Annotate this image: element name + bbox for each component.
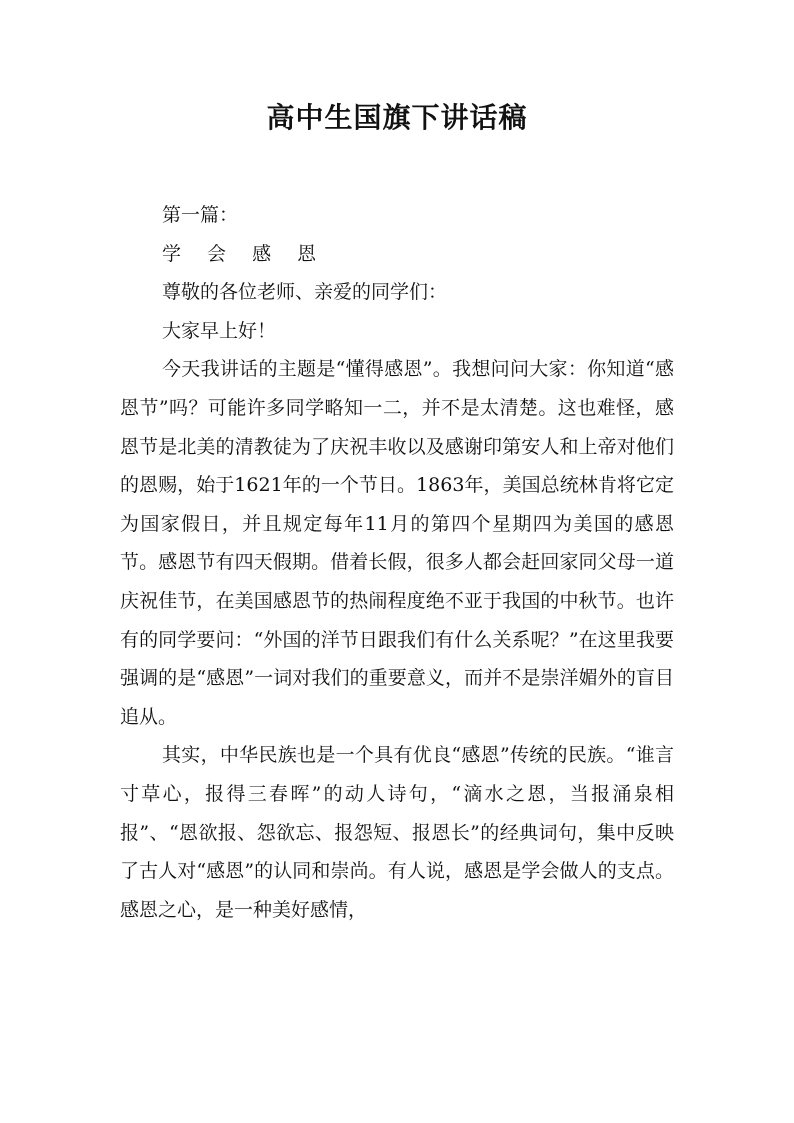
section-label: 第一篇： [162, 204, 239, 226]
speech-title: 学 会 感 恩 [162, 242, 327, 265]
paragraph-2: 其实，中华民族也是一个具有优良“感恩”传统的民族。“谁言寸草心，报得三春晖”的动人诗句，“滴水之恩，当报涌泉相报”、“恩欲报、怨欲忘、报怨短、报恩长”的经典词句，集中反映了古人对“感恩”的认同和崇尚。有人说，感恩是学会做人的支点。感恩之心，是一种美好感情， [120, 744, 674, 921]
page-title: 高中生国旗下讲话稿 [266, 101, 528, 134]
document-body [120, 196, 674, 929]
paragraph-1: 今天我讲话的主题是“懂得感恩”。我想问问大家：你知道“感恩节”吗？可能许多同学略知一二，并不是太清楚。这也难怪，感恩节是北美的清教徒为了庆祝丰收以及感谢印第安人和上帝对他们的恩赐，始于1621年的一个节日。1863年，美国总统林肯将它定为国家假日，并且规定每年11月的第四个星期四为美国的感恩节。感恩节有四天假期。借着长假，很多人都会赶回家同父母一道庆祝佳节，在美国感恩节的热闹程度绝不亚于我国的中秋节。也许有的同学要问：“外国的洋节日跟我们有什么关系呢？”在这里我要强调的是“感恩”一词对我们的重要意义，而并不是崇洋媚外的盲目追从。 [120, 358, 674, 728]
greeting: 大家早上好！ [162, 319, 277, 342]
salutation: 尊敬的各位老师、亲爱的同学们： [162, 281, 448, 304]
